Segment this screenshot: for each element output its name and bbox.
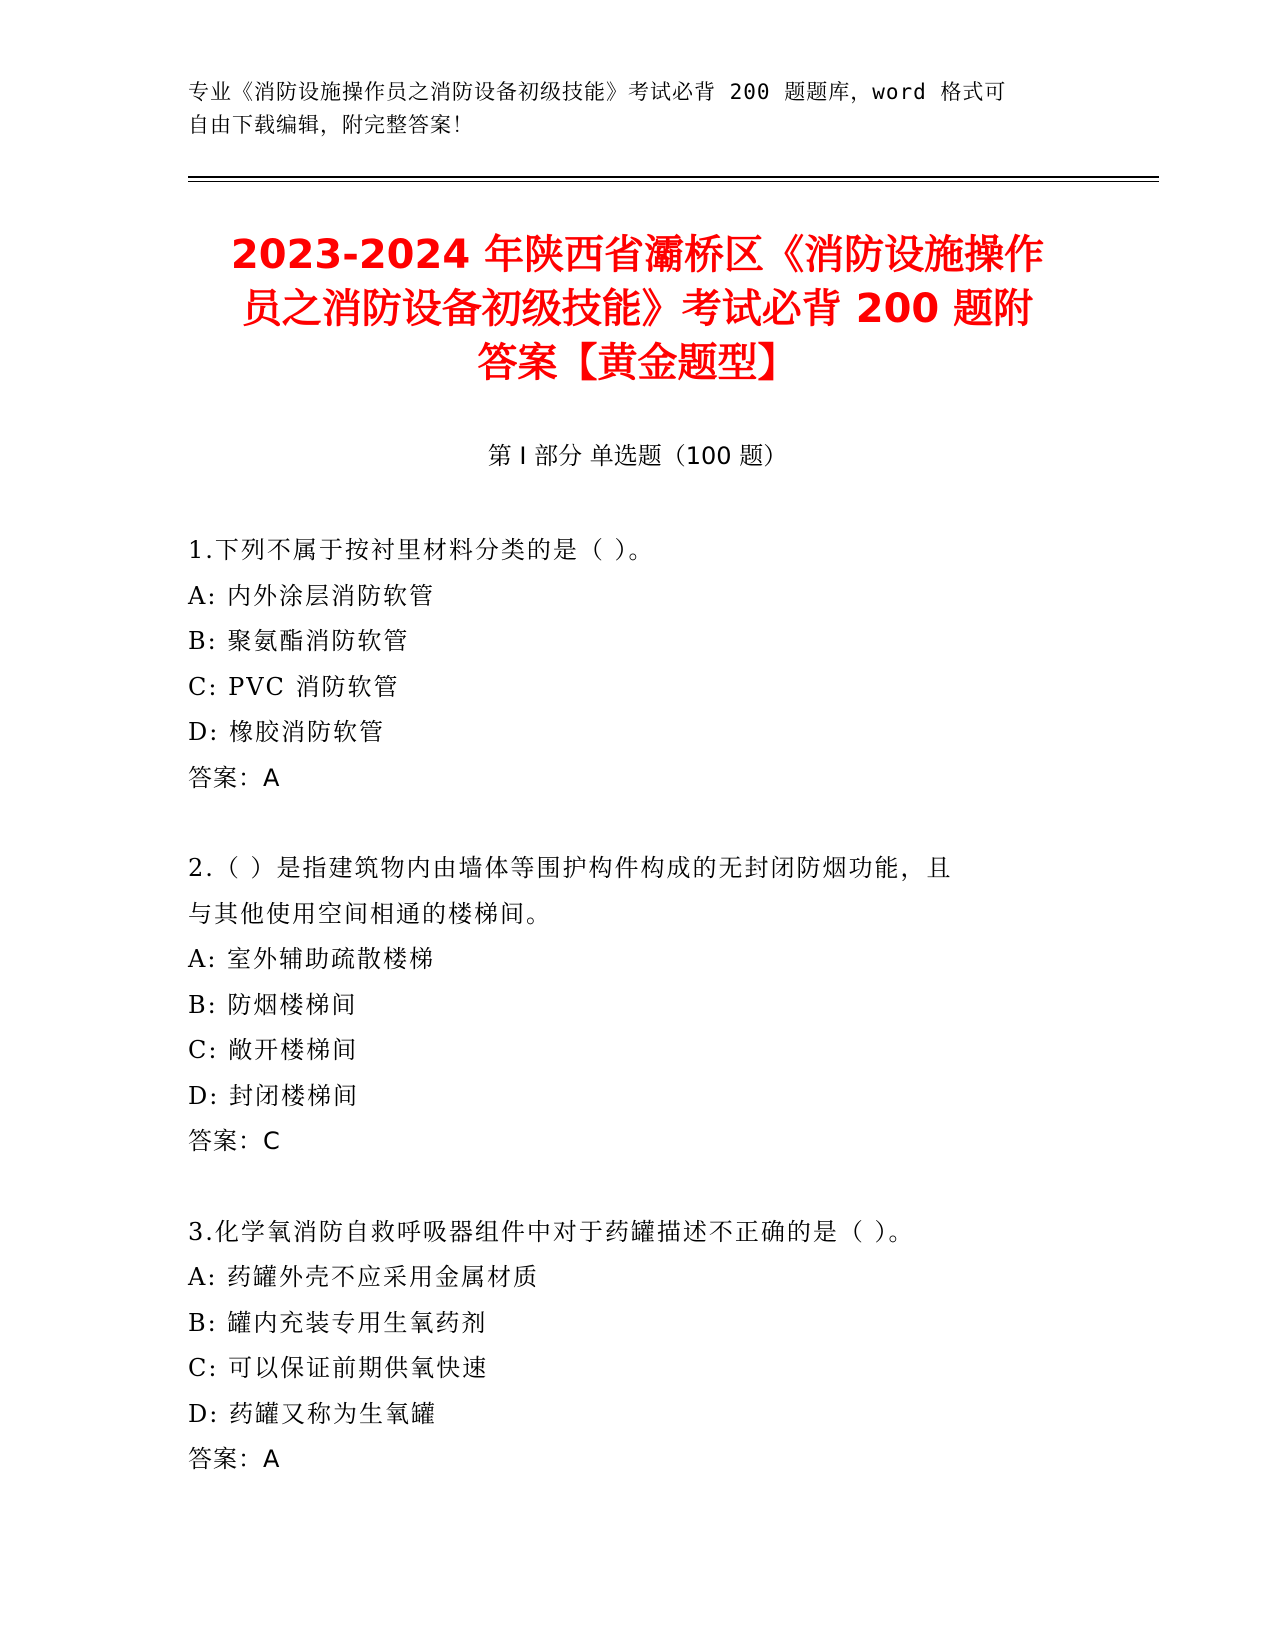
option-d: D: 封闭楼梯间: [188, 1081, 359, 1110]
document-title: [150, 228, 1125, 390]
option-b: B: 防烟楼梯间: [188, 990, 358, 1019]
question-list: [188, 528, 1088, 1528]
option-d: D: 药罐又称为生氧罐: [188, 1399, 437, 1428]
section-title: 第 I 部分 单选题（100 题）: [487, 442, 788, 470]
option-d: D: 橡胶消防软管: [188, 718, 385, 746]
answer: 答案：C: [188, 1127, 281, 1155]
header-divider-thick: [188, 176, 1159, 178]
question-item: [188, 1210, 1088, 1483]
option-a: A: 内外涂层消防软管: [188, 581, 436, 610]
question-item: [188, 528, 1088, 801]
option-c: C: 敞开楼梯间: [188, 1036, 359, 1064]
answer: 答案：A: [188, 763, 281, 792]
document-title-line: 答案【黄金题型】: [477, 340, 798, 386]
option-a: A: 药罐外壳不应采用金属材质: [188, 1263, 540, 1291]
option-b: B: 聚氨酯消防软管: [188, 627, 410, 655]
option-c: C: 可以保证前期供氧快速: [188, 1354, 489, 1382]
header-note: [188, 76, 1088, 142]
header-note-line: 自由下载编辑，附完整答案！: [188, 113, 474, 137]
answer: 答案：A: [188, 1445, 281, 1473]
header-divider-thin: [188, 181, 1159, 182]
question-item: [188, 846, 1088, 1165]
question-stem: 1.下列不属于按衬里材料分类的是（ ）。: [188, 536, 655, 564]
question-stem: 2.（ ）是指建筑物内由墙体等围护构件构成的无封闭防烟功能，且: [188, 854, 953, 882]
header-note-line: 专业《消防设施操作员之消防设备初级技能》考试必背 200 题题库，word 格式可: [188, 80, 1007, 104]
document-title-line: 2023-2024 年陕西省灞桥区《消防设施操作: [230, 232, 1045, 278]
option-b: B: 罐内充装专用生氧药剂: [188, 1308, 488, 1337]
document-title-line: 员之消防设备初级技能》考试必背 200 题附: [241, 286, 1034, 332]
option-a: A: 室外辅助疏散楼梯: [188, 945, 436, 973]
option-c: C: PVC 消防软管: [188, 672, 400, 701]
question-stem-continued: 与其他使用空间相通的楼梯间。: [188, 899, 552, 928]
question-stem: 3.化学氧消防自救呼吸器组件中对于药罐描述不正确的是（ ）。: [188, 1217, 915, 1246]
